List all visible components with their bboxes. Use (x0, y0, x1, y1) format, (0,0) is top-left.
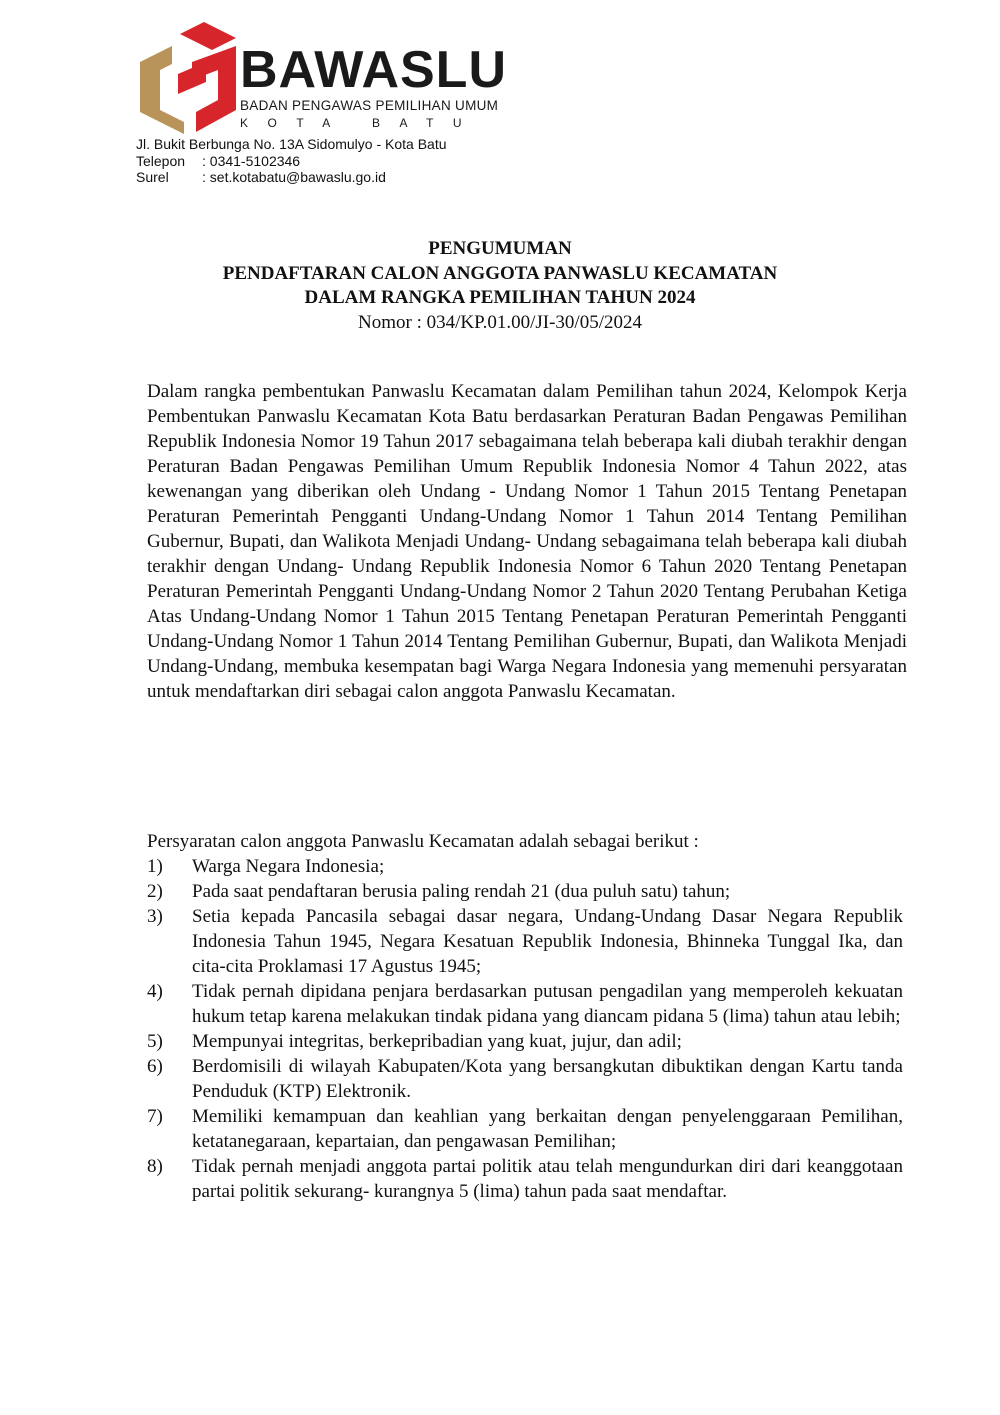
item-text: Berdomisili di wilayah Kabupaten/Kota yang bersangkutan dibuktikan dengan Kartu tanda Penduduk (KTP) Elektronik. (192, 1056, 903, 1102)
item-text: Warga Negara Indonesia; (192, 856, 385, 877)
phone-label: Telepon (136, 152, 186, 169)
phone-value: : 0341-5102346 (202, 152, 301, 169)
email-row (136, 169, 447, 186)
item-text: Mempunyai integritas, berkepribadian yang kuat, jujur, dan adil; (192, 1031, 682, 1052)
list-item (147, 1104, 903, 1154)
list-item (147, 1029, 903, 1054)
body-paragraph: Dalam rangka pembentukan Panwaslu Kecamatan dalam Pemilihan tahun 2024, Kelompok Kerja Pembentukan Panwaslu Kecamatan Kota Batu berdasarkan Peraturan Badan Pengawas Pemilihan Republik Indonesia Nomor 19 Tahun 2017 sebagaimana telah beberapa kali diubah terakhir dengan Peraturan Badan Pengawas Pemilihan Umum Republik Indonesia Nomor 4 Tahun 2022, atas kewenangan yang diberikan oleh Undang - Undang Nomor 1 Tahun 2015 Tentang Penetapan Peraturan Pemerintah Pengganti Undang-Undang Nomor 1 Tahun 2014 Tentang Pemilihan Gubernur, Bupati, dan Walikota Menjadi Undang- Undang sebagaimana telah beberapa kali diubah terakhir dengan Undang- Undang Republik Indonesia Nomor 6 Tahun 2020 Tentang Penetapan Peraturan Pemerintah Pengganti Undang-Undang Nomor 2 Tahun 2020 Tentang Perubahan Ketiga Atas Undang-Undang Nomor 1 Tahun 2015 Tentang Penetapan Peraturan Pemerintah Pengganti Undang-Undang Nomor 1 Tahun 2014 Tentang Pemilihan Gubernur, Bupati, dan Walikota Menjadi Undang-Undang, membuka kesempatan bagi Warga Negara Indonesia yang memenuhi persyaratan untuk mendaftarkan diri sebagai calon anggota Panwaslu Kecamatan. (147, 381, 907, 702)
item-text: Tidak pernah dipidana penjara berdasarkan putusan pengadilan yang memperoleh kekuatan hukum tetap karena melakukan tindak pidana yang diancam pidana 5 (lima) tahun atau lebih; (192, 981, 903, 1027)
requirements-list (147, 854, 903, 1204)
announcement-title (0, 237, 1000, 335)
item-number: 7) (147, 1106, 163, 1127)
document-number: Nomor : 034/KP.01.00/JI-30/05/2024 (358, 311, 642, 333)
contact-info (136, 136, 447, 186)
item-number: 5) (147, 1031, 163, 1052)
item-number: 8) (147, 1156, 163, 1177)
title-line-1: PENGUMUMAN (428, 238, 572, 259)
title-line-3: DALAM RANGKA PEMILIHAN TAHUN 2024 (304, 287, 696, 308)
phone-row (136, 153, 447, 170)
list-item (147, 979, 903, 1029)
title-line-2: PENDAFTARAN CALON ANGGOTA PANWASLU KECAMATAN (222, 262, 778, 284)
list-item (147, 1054, 903, 1104)
list-item (147, 904, 903, 979)
item-number: 3) (147, 906, 163, 927)
item-number: 2) (147, 881, 163, 902)
brand-city: KOTA BATU (240, 116, 482, 130)
email-label: Surel (136, 169, 169, 185)
item-text: Setia kepada Pancasila sebagai dasar negara, Undang-Undang Dasar Negara Republik Indonesia Tahun 1945, Negara Kesatuan Republik Indonesia, Bhinneka Tunggal Ika, dan cita-cita Proklamasi 17 Agustus 1945; (192, 906, 903, 977)
item-number: 1) (147, 856, 163, 877)
bawaslu-logo-icon (138, 22, 238, 134)
brand-subtitle: BADAN PENGAWAS PEMILIHAN UMUM (240, 98, 499, 113)
item-number: 4) (147, 981, 163, 1002)
brand-name: BAWASLU (240, 41, 507, 99)
item-text: Tidak pernah menjadi anggota partai politik atau telah mengundurkan diri dari keanggotaan partai politik sekurang- kurangnya 5 (lima) tahun pada saat mendaftar. (192, 1156, 903, 1202)
list-item (147, 1154, 903, 1204)
address-text: Jl. Bukit Berbunga No. 13A Sidomulyo - Kota Batu (136, 136, 447, 152)
logo-row (138, 22, 507, 134)
item-text: Memiliki kemampuan dan keahlian yang berkaitan dengan penyelenggaraan Pemilihan, ketatanegaraan, kepartaian, dan pengawasan Pemilihan; (192, 1106, 903, 1152)
brand-block (240, 41, 507, 130)
email-value: : set.kotabatu@bawaslu.go.id (202, 169, 386, 185)
item-number: 6) (147, 1056, 163, 1077)
item-text: Pada saat pendaftaran berusia paling rendah 21 (dua puluh satu) tahun; (192, 881, 731, 902)
list-item (147, 854, 903, 879)
list-item (147, 879, 903, 904)
requirements-intro: Persyaratan calon anggota Panwaslu Kecamatan adalah sebagai berikut : (147, 831, 699, 852)
letterhead (138, 22, 507, 134)
